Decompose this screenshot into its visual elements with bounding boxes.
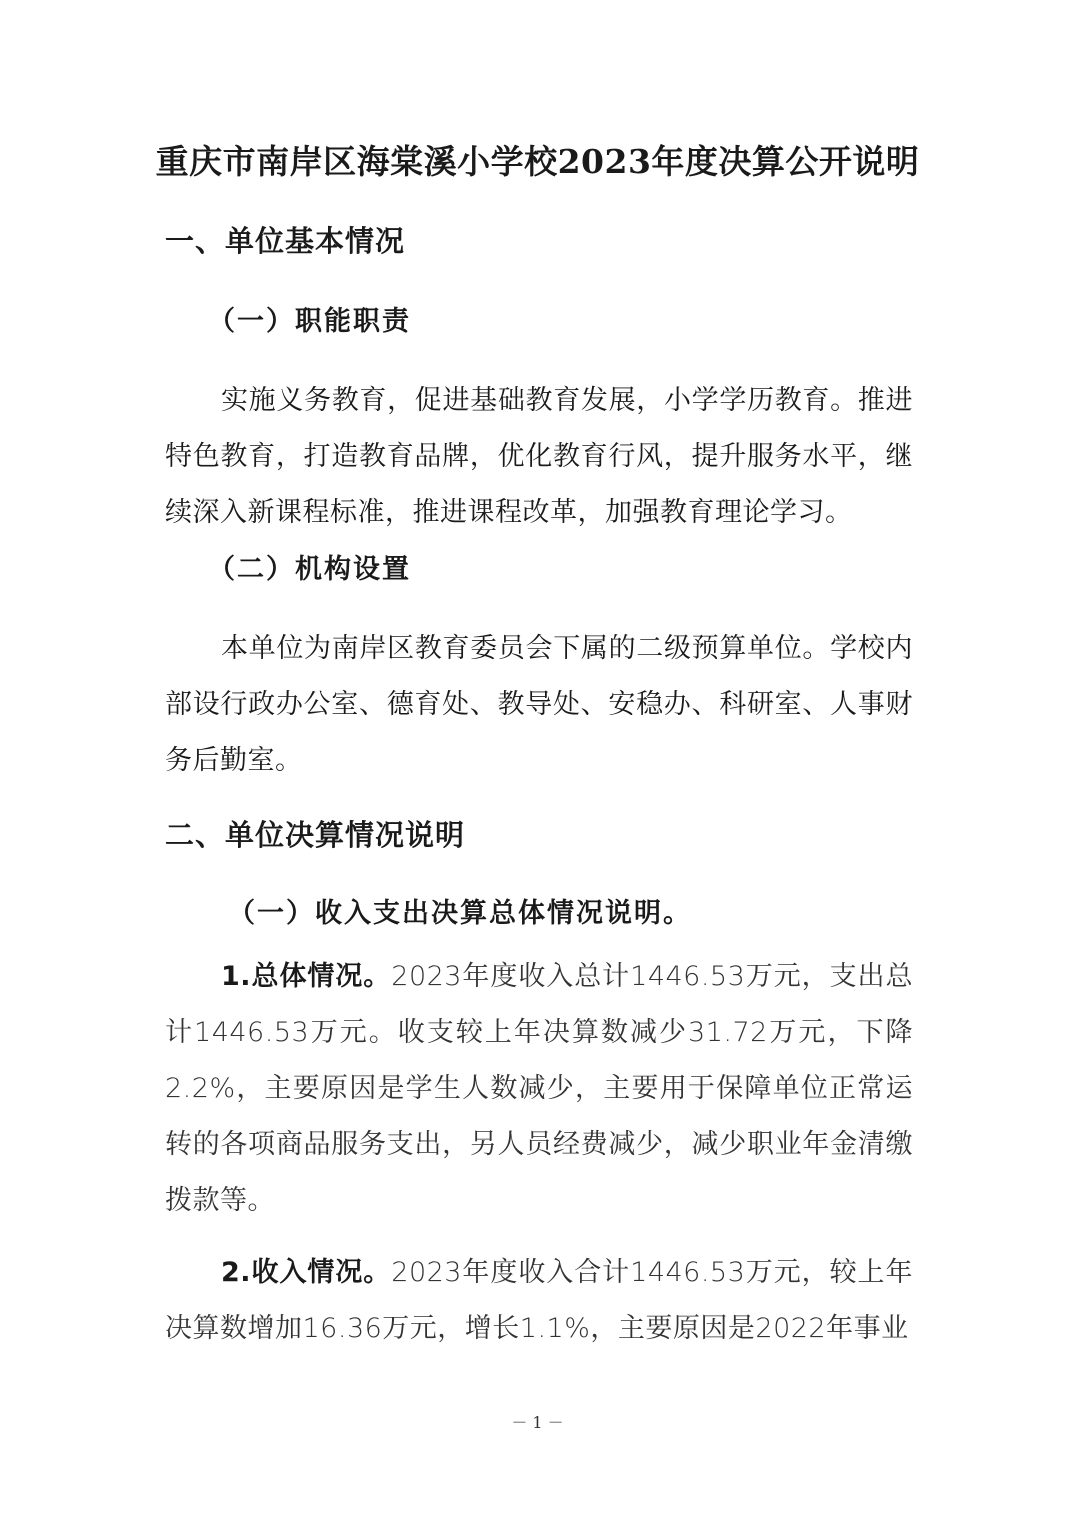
overall-situation-paragraph — [165, 949, 913, 1229]
section-2-heading: 二、单位决算情况说明 — [165, 818, 466, 852]
income-situation-paragraph — [165, 1245, 913, 1357]
section-1-heading: 一、单位基本情况 — [165, 224, 406, 258]
page-number: － 1 － — [511, 1413, 564, 1432]
document-title: 重庆市南岸区海棠溪小学校2023年度决算公开说明 — [155, 142, 920, 181]
income-situation-text: 2023年度收入合计1446.53万元，较上年决算数增加16.36万元，增长1.1%，主要原因是2022年事业 — [165, 1257, 913, 1344]
subsection-1-1-heading: （一）职能职责 — [208, 306, 411, 337]
subsection-2-1-heading: （一）收入支出决算总体情况说明。 — [228, 898, 692, 929]
duties-paragraph: 实施义务教育，促进基础教育发展，小学学历教育。推进特色教育，打造教育品牌，优化教育行风，提升服务水平，继续深入新课程标准，推进课程改革，加强教育理论学习。 — [165, 385, 913, 528]
overall-situation-lead: 1.总体情况。 — [221, 961, 392, 992]
income-situation-lead: 2.收入情况。 — [221, 1257, 392, 1288]
subsection-1-2-heading: （二）机构设置 — [208, 554, 411, 585]
structure-paragraph: 本单位为南岸区教育委员会下属的二级预算单位。学校内部设行政办公室、德育处、教导处、安稳办、科研室、人事财务后勤室。 — [165, 633, 913, 776]
overall-situation-text: 2023年度收入总计1446.53万元，支出总计1446.53万元。收支较上年决算数减少31.72万元，下降2.2%，主要原因是学生人数减少，主要用于保障单位正常运转的各项商品服务支出，另人员经费减少，减少职业年金清缴拨款等。 — [165, 961, 913, 1216]
